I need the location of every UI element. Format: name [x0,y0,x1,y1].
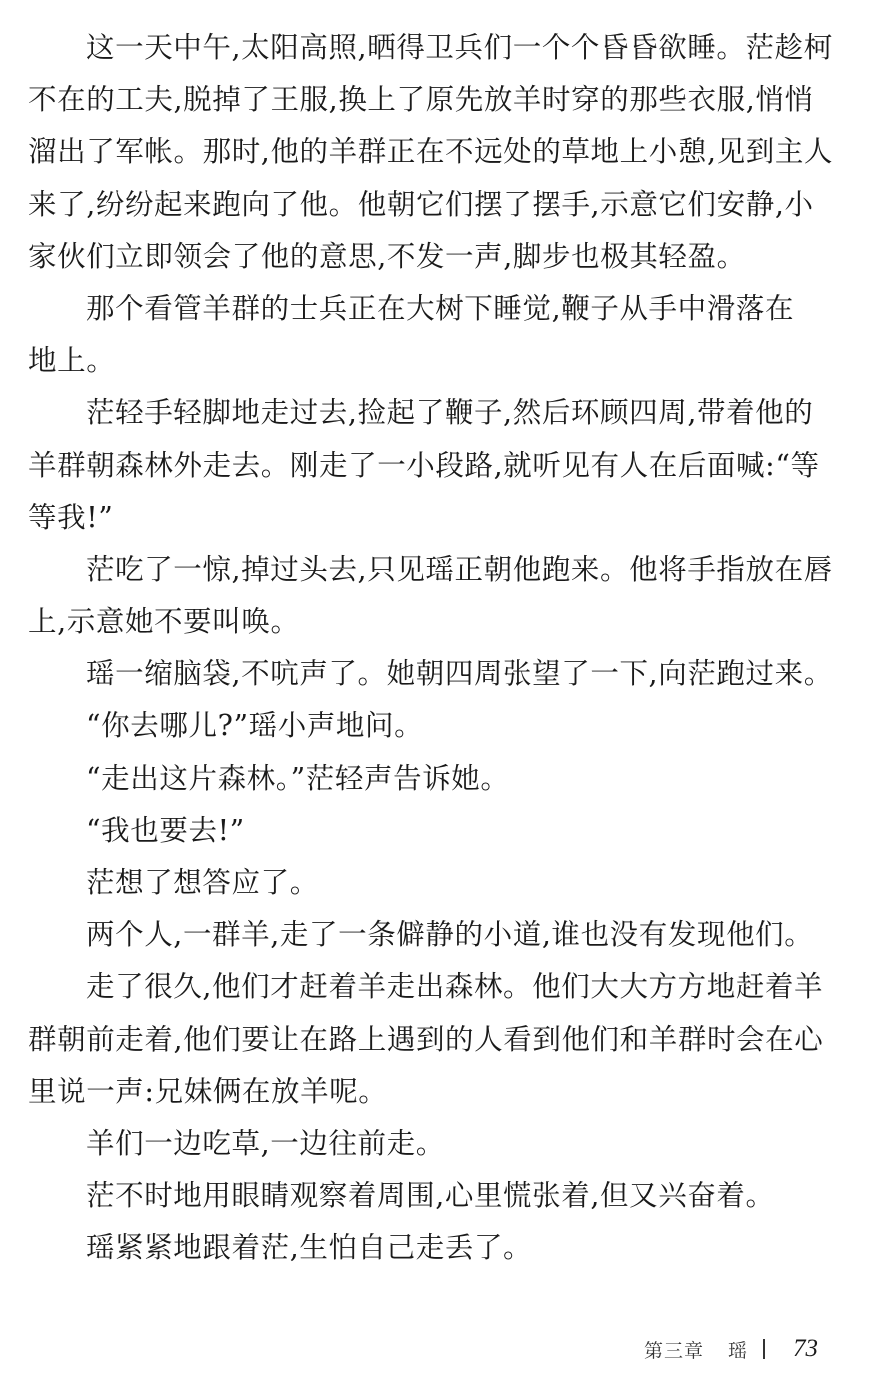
text-line: 不在的工夫,脱掉了王服,换上了原先放羊时穿的那些衣服,悄悄 [28,83,814,117]
text-line: “走出这片森林。”茫轻声告诉她。 [86,761,510,795]
text-line: 走了很久,他们才赶着羊走出森林。他们大大方方地赶着羊 [86,970,824,1004]
text-line: 那个看管羊群的士兵正在大树下睡觉,鞭子从手中滑落在 [86,291,795,325]
text-line: 两个人,一群羊,走了一条僻静的小道,谁也没有发现他们。 [86,918,814,952]
page-footer [644,1332,818,1366]
text-line: 等我!” [28,500,114,534]
page-body [28,22,844,1275]
text-line: 家伙们立即领会了他的意思,不发一声,脚步也极其轻盈。 [28,239,746,273]
text-line: 茫轻手轻脚地走过去,捡起了鞭子,然后环顾四周,带着他的 [86,396,814,430]
text-line: 瑶紧紧地跟着茫,生怕自己走丢了。 [86,1231,533,1265]
text-line: 羊们一边吃草,一边往前走。 [86,1126,445,1160]
text-line: 这一天中午,太阳高照,晒得卫兵们一个个昏昏欲睡。茫趁柯 [86,31,833,64]
footer-divider [763,1339,765,1359]
text-line: 瑶一缩脑袋,不吭声了。她朝四周张望了一下,向茫跑过来。 [86,657,833,691]
text-line: 来了,纷纷起来跑向了他。他朝它们摆了摆手,示意它们安静,小 [28,187,814,221]
text-line: 上,示意她不要叫唤。 [28,605,300,639]
text-line: “你去哪儿?”瑶小声地问。 [86,709,424,743]
text-line: 羊群朝森林外走去。刚走了一小段路,就听见有人在后面喊:“等 [28,448,820,482]
text-line: 茫不时地用眼睛观察着周围,心里慌张着,但又兴奋着。 [86,1179,775,1213]
text-line: 茫吃了一惊,掉过头去,只见瑶正朝他跑来。他将手指放在唇 [86,552,833,586]
page-number: 73 [793,1335,819,1362]
text-line: 地上。 [28,344,116,378]
chapter-title: 瑶 [728,1339,748,1362]
text-line: 茫想了想答应了。 [86,866,319,899]
text-line: “我也要去!” [86,813,245,847]
text-line: 里说一声:兄妹俩在放羊呢。 [28,1074,388,1108]
chapter-label: 第三章 [644,1339,705,1362]
text-line: 群朝前走着,他们要让在路上遇到的人看到他们和羊群时会在心 [28,1022,824,1056]
text-line: 溜出了军帐。那时,他的羊群正在不远处的草地上小憩,见到主人 [28,135,834,169]
